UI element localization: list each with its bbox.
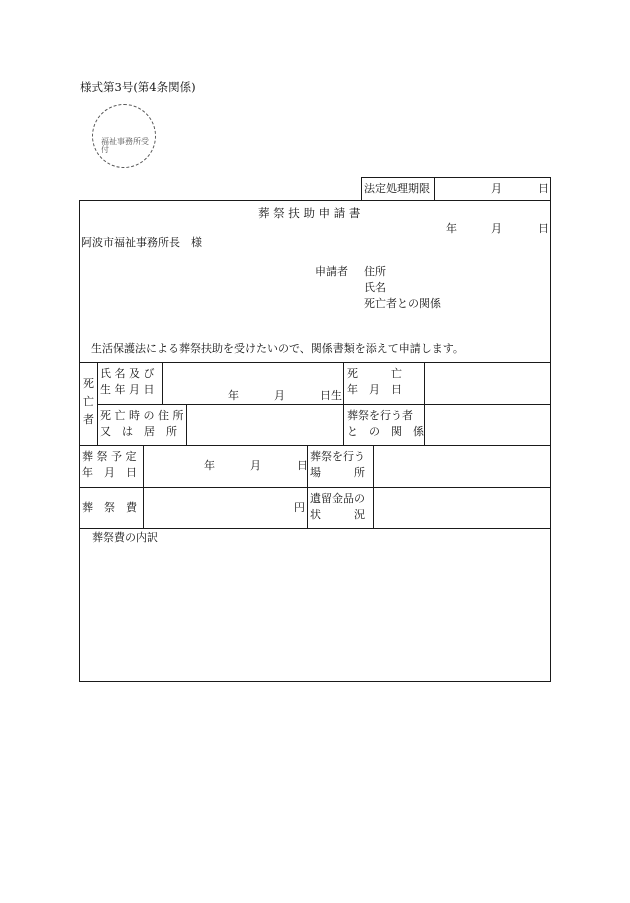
funeral-place-label-1: 葬祭を行う [310,450,365,463]
birth-year: 年 [228,389,239,402]
applicant-relation-label: 死亡者との関係 [364,297,441,310]
death-date-label-1: 死 亡 [347,367,402,380]
death-date-label-2: 年 月 日 [347,383,402,396]
funeral-date-month: 月 [250,459,261,472]
application-statement: 生活保護法による葬祭扶助を受けたいので、関係書類を添えて申請します。 [91,342,464,355]
funeral-cost-label: 葬 祭 費 [82,501,137,514]
applicant-name-label: 氏名 [364,281,386,294]
form-title: 葬 祭 扶 助 申 請 書 [258,206,361,220]
deadline-day: 日 [538,182,549,195]
deceased-label-1: 死 [83,377,94,390]
deceased-label-2: 亡 [83,395,94,408]
deceased-label-3: 者 [83,413,94,426]
death-address-label-2: 又 は 居 所 [100,425,177,438]
stamp-text: 福祉事務所受付 [101,137,149,154]
birth-day: 日生 [320,389,342,402]
funeral-date-label-1: 葬 祭 予 定 [82,450,137,463]
performer-relation-label-2: と の 関 係 [347,425,424,438]
form-number: 様式第3号(第4条関係) [80,80,196,94]
application-date-year: 年 [446,222,457,235]
estate-label-1: 遺留金品の [310,492,365,505]
name-birth-label-1: 氏 名 及 び [100,367,155,380]
performer-relation-label-1: 葬祭を行う者 [347,409,413,422]
funeral-date-day: 日 [297,459,308,472]
name-birth-label-2: 生 年 月 日 [100,383,155,396]
funeral-cost-breakdown-label: 葬祭費の内訳 [92,531,158,544]
death-address-label-1: 死 亡 時 の 住 所 [100,409,184,422]
funeral-date-year: 年 [204,459,215,472]
applicant-address-label: 住所 [364,265,386,278]
estate-label-2: 状 況 [310,508,365,521]
funeral-date-label-2: 年 月 日 [82,466,137,479]
deadline-month: 月 [491,182,502,195]
applicant-label: 申請者 [315,265,348,278]
funeral-cost-unit: 円 [294,501,305,514]
deadline-label: 法定処理期限 [364,182,430,195]
application-date-month: 月 [491,222,502,235]
reception-stamp [92,104,156,168]
funeral-place-label-2: 場 所 [310,466,365,479]
birth-month: 月 [274,389,285,402]
application-date-day: 日 [538,222,549,235]
addressee: 阿波市福祉事務所長 様 [81,236,202,249]
